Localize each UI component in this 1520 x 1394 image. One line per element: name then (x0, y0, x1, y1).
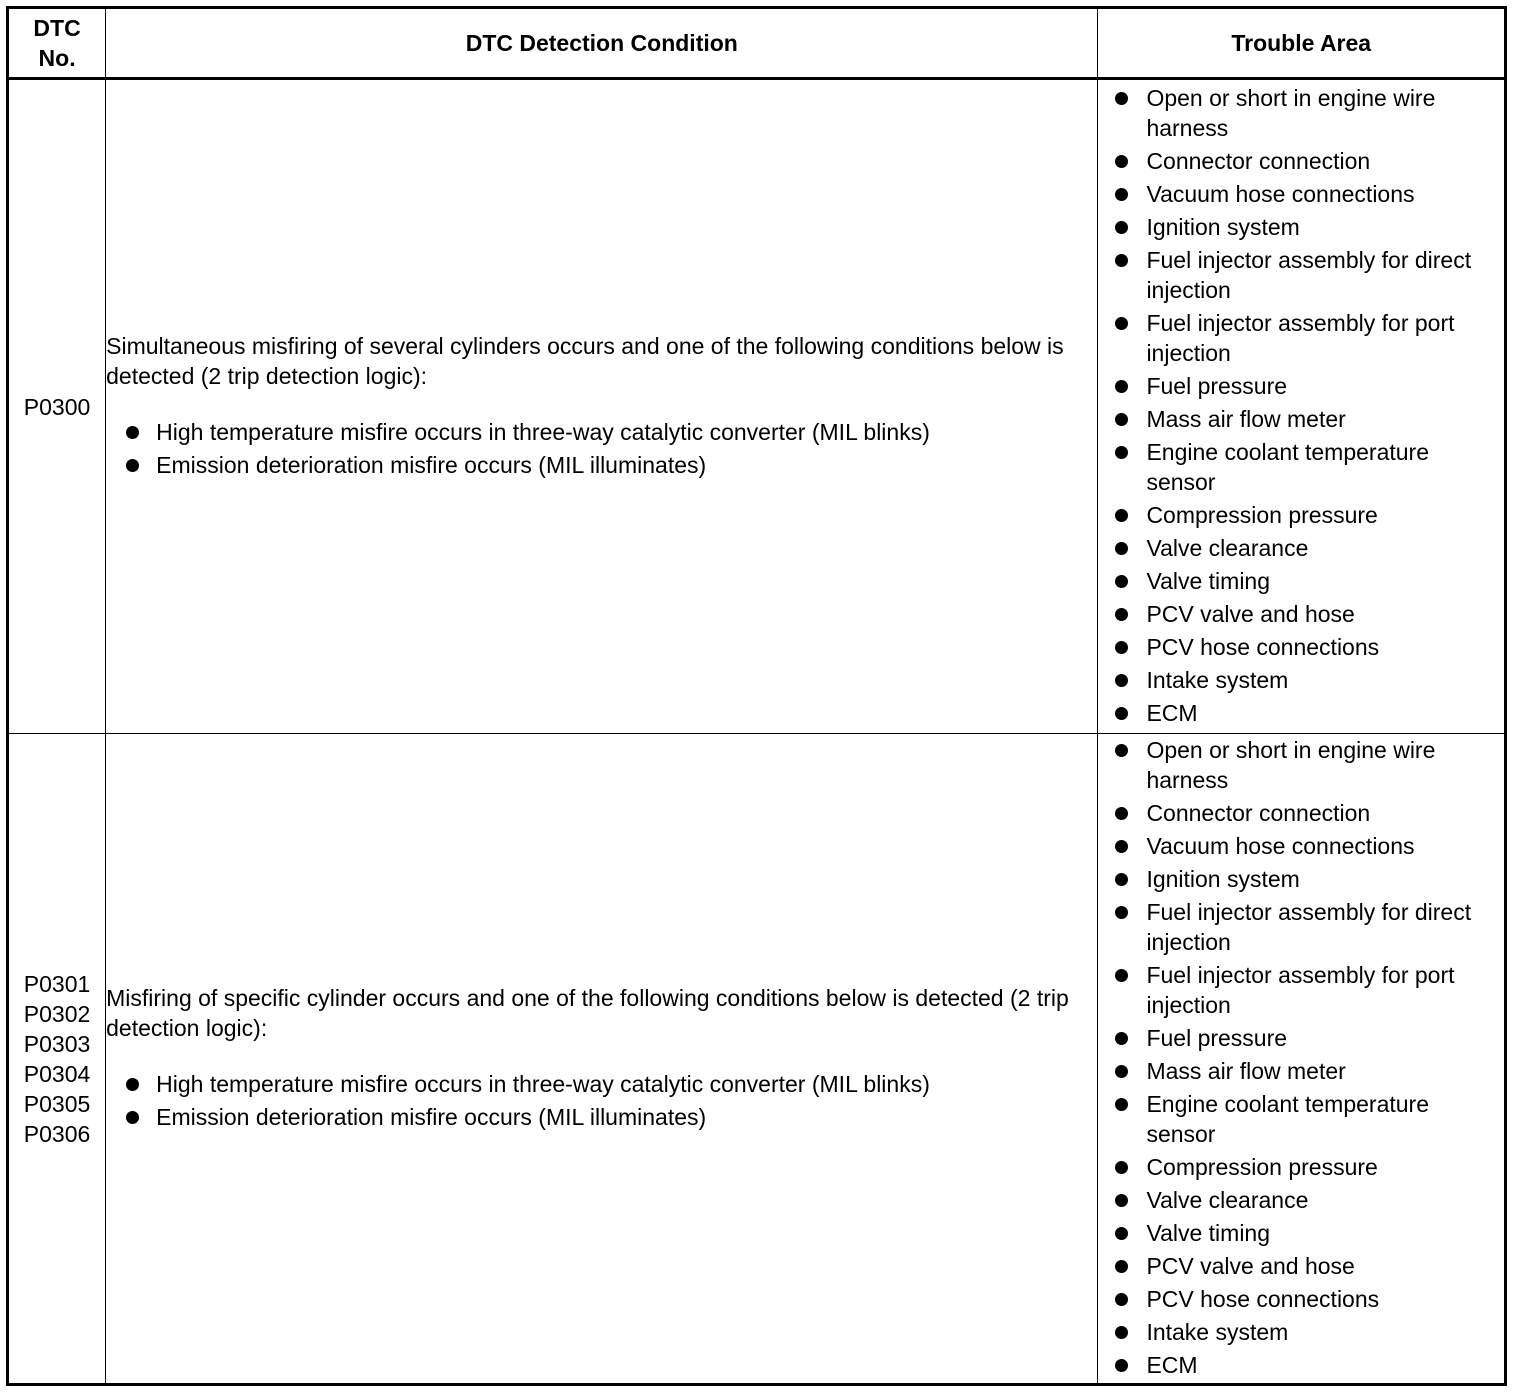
condition-list (106, 417, 1097, 480)
list-item (1098, 1284, 1504, 1314)
bullet-icon (1115, 840, 1128, 853)
list-item-text: Valve timing (1146, 1219, 1271, 1246)
list-item-text: Vacuum hose connections (1146, 832, 1415, 859)
bullet-icon (1115, 1098, 1128, 1111)
bullet-icon (1115, 446, 1128, 459)
dtc-code-cell (8, 734, 106, 1385)
list-item (1098, 437, 1504, 497)
bullet-icon (1115, 188, 1128, 201)
list-item-text: PCV valve and hose (1146, 1252, 1355, 1279)
list-item (106, 450, 1097, 480)
list-item (1098, 960, 1504, 1020)
list-item-text: High temperature misfire occurs in three-way catalytic converter (MIL blinks) (156, 418, 930, 445)
list-item-text: Emission deterioration misfire occurs (MIL illuminates) (156, 1103, 707, 1130)
bullet-icon (1115, 1194, 1128, 1207)
dtc-code-cell (8, 79, 106, 734)
list-item (1098, 245, 1504, 305)
list-item (1098, 83, 1504, 143)
bullet-icon (1115, 1359, 1128, 1372)
list-item (1098, 1218, 1504, 1248)
bullet-icon (126, 1078, 139, 1091)
bullet-icon (1115, 1227, 1128, 1240)
table-row (8, 79, 1506, 734)
list-item (1098, 371, 1504, 401)
list-item-text: Emission deterioration misfire occurs (MIL illuminates) (156, 451, 707, 478)
list-item (1098, 500, 1504, 530)
bullet-icon (126, 459, 139, 472)
trouble-area-list (1098, 83, 1504, 728)
condition-text: Misfiring of specific cylinder occurs and one of the following conditions below is detected (2 trip detection logic): (106, 984, 1069, 1041)
list-item (1098, 404, 1504, 434)
list-item (1098, 1317, 1504, 1347)
bullet-icon (1115, 155, 1128, 168)
trouble-area-cell (1098, 734, 1506, 1385)
list-item (1098, 1152, 1504, 1182)
list-item-text: Connector connection (1146, 799, 1371, 826)
bullet-icon (126, 426, 139, 439)
list-item (1098, 179, 1504, 209)
list-item-text: Ignition system (1146, 865, 1300, 892)
list-item-text: Intake system (1146, 666, 1289, 693)
trouble-area-list (1098, 735, 1504, 1380)
list-item (1098, 735, 1504, 795)
bullet-icon (1115, 542, 1128, 555)
list-item (106, 1102, 1097, 1132)
list-item (1098, 1056, 1504, 1086)
bullet-icon (1115, 413, 1128, 426)
list-item (1098, 864, 1504, 894)
list-item-text: ECM (1146, 699, 1198, 726)
list-item-text: Valve clearance (1146, 1186, 1309, 1213)
list-item-text: PCV hose connections (1146, 633, 1380, 660)
list-item-text: Open or short in engine wire harness (1146, 84, 1436, 141)
bullet-icon (1115, 1293, 1128, 1306)
header-trouble-area: Trouble Area (1098, 8, 1506, 79)
list-item-text: Engine coolant temperature sensor (1146, 438, 1430, 495)
dtc-codes: P0300 (23, 393, 91, 420)
list-item-text: Compression pressure (1146, 1153, 1378, 1180)
list-item (1098, 533, 1504, 563)
list-item-text: ECM (1146, 1351, 1198, 1378)
bullet-icon (1115, 509, 1128, 522)
list-item-text: PCV hose connections (1146, 1285, 1380, 1312)
bullet-icon (1115, 969, 1128, 982)
list-item (1098, 632, 1504, 662)
list-item (1098, 665, 1504, 695)
list-item-text: Vacuum hose connections (1146, 180, 1415, 207)
list-item-text: Open or short in engine wire harness (1146, 736, 1436, 793)
list-item-text: High temperature misfire occurs in three-way catalytic converter (MIL blinks) (156, 1070, 930, 1097)
list-item-text: PCV valve and hose (1146, 600, 1355, 627)
list-item (1098, 1350, 1504, 1380)
bullet-icon (1115, 380, 1128, 393)
list-item (1098, 798, 1504, 828)
bullet-icon (1115, 92, 1128, 105)
header-dtc-no-label: DTC No. (33, 15, 81, 71)
list-item-text: Ignition system (1146, 213, 1300, 240)
bullet-icon (1115, 317, 1128, 330)
bullet-icon (1115, 1260, 1128, 1273)
bullet-icon (1115, 707, 1128, 720)
bullet-icon (1115, 641, 1128, 654)
condition-list (106, 1069, 1097, 1132)
bullet-icon (1115, 674, 1128, 687)
list-item-text: Fuel injector assembly for direct injection (1146, 246, 1472, 303)
condition-text: Simultaneous misfiring of several cylinders occurs and one of the following conditions below is detected (2 trip detection logic): (106, 332, 1064, 389)
list-item (1098, 599, 1504, 629)
condition-cell (106, 79, 1098, 734)
list-item (1098, 212, 1504, 242)
bullet-icon (126, 1111, 139, 1124)
list-item-text: Fuel injector assembly for port injection (1146, 961, 1455, 1018)
header-detection-condition: DTC Detection Condition (106, 8, 1098, 79)
list-item (106, 1069, 1097, 1099)
list-item (1098, 1185, 1504, 1215)
list-item-text: Fuel injector assembly for port injection (1146, 309, 1455, 366)
list-item-text: Engine coolant temperature sensor (1146, 1090, 1430, 1147)
list-item-text: Intake system (1146, 1318, 1289, 1345)
list-item (106, 417, 1097, 447)
list-item (1098, 308, 1504, 368)
bullet-icon (1115, 1032, 1128, 1045)
list-item (1098, 1251, 1504, 1281)
trouble-area-cell (1098, 79, 1506, 734)
bullet-icon (1115, 221, 1128, 234)
dtc-codes: P0301 P0302 P0303 P0304 P0305 P0306 (23, 970, 91, 1147)
list-item-text: Connector connection (1146, 147, 1371, 174)
list-item-text: Fuel injector assembly for direct injection (1146, 898, 1472, 955)
condition-cell (106, 734, 1098, 1385)
bullet-icon (1115, 1161, 1128, 1174)
table-header-row (8, 8, 1506, 79)
bullet-icon (1115, 1065, 1128, 1078)
list-item (1098, 1023, 1504, 1053)
list-item (1098, 566, 1504, 596)
list-item (1098, 831, 1504, 861)
list-item-text: Fuel pressure (1146, 1024, 1288, 1051)
dtc-table (6, 6, 1507, 1386)
list-item (1098, 146, 1504, 176)
bullet-icon (1115, 1326, 1128, 1339)
list-item-text: Compression pressure (1146, 501, 1378, 528)
bullet-icon (1115, 807, 1128, 820)
bullet-icon (1115, 744, 1128, 757)
list-item-text: Fuel pressure (1146, 372, 1288, 399)
list-item-text: Valve timing (1146, 567, 1271, 594)
header-dtc-no (8, 8, 106, 79)
list-item-text: Valve clearance (1146, 534, 1309, 561)
list-item-text: Mass air flow meter (1146, 405, 1346, 432)
list-item-text: Mass air flow meter (1146, 1057, 1346, 1084)
list-item (1098, 1089, 1504, 1149)
list-item (1098, 698, 1504, 728)
list-item (1098, 897, 1504, 957)
table-row (8, 734, 1506, 1385)
bullet-icon (1115, 608, 1128, 621)
bullet-icon (1115, 575, 1128, 588)
bullet-icon (1115, 254, 1128, 267)
bullet-icon (1115, 906, 1128, 919)
bullet-icon (1115, 873, 1128, 886)
